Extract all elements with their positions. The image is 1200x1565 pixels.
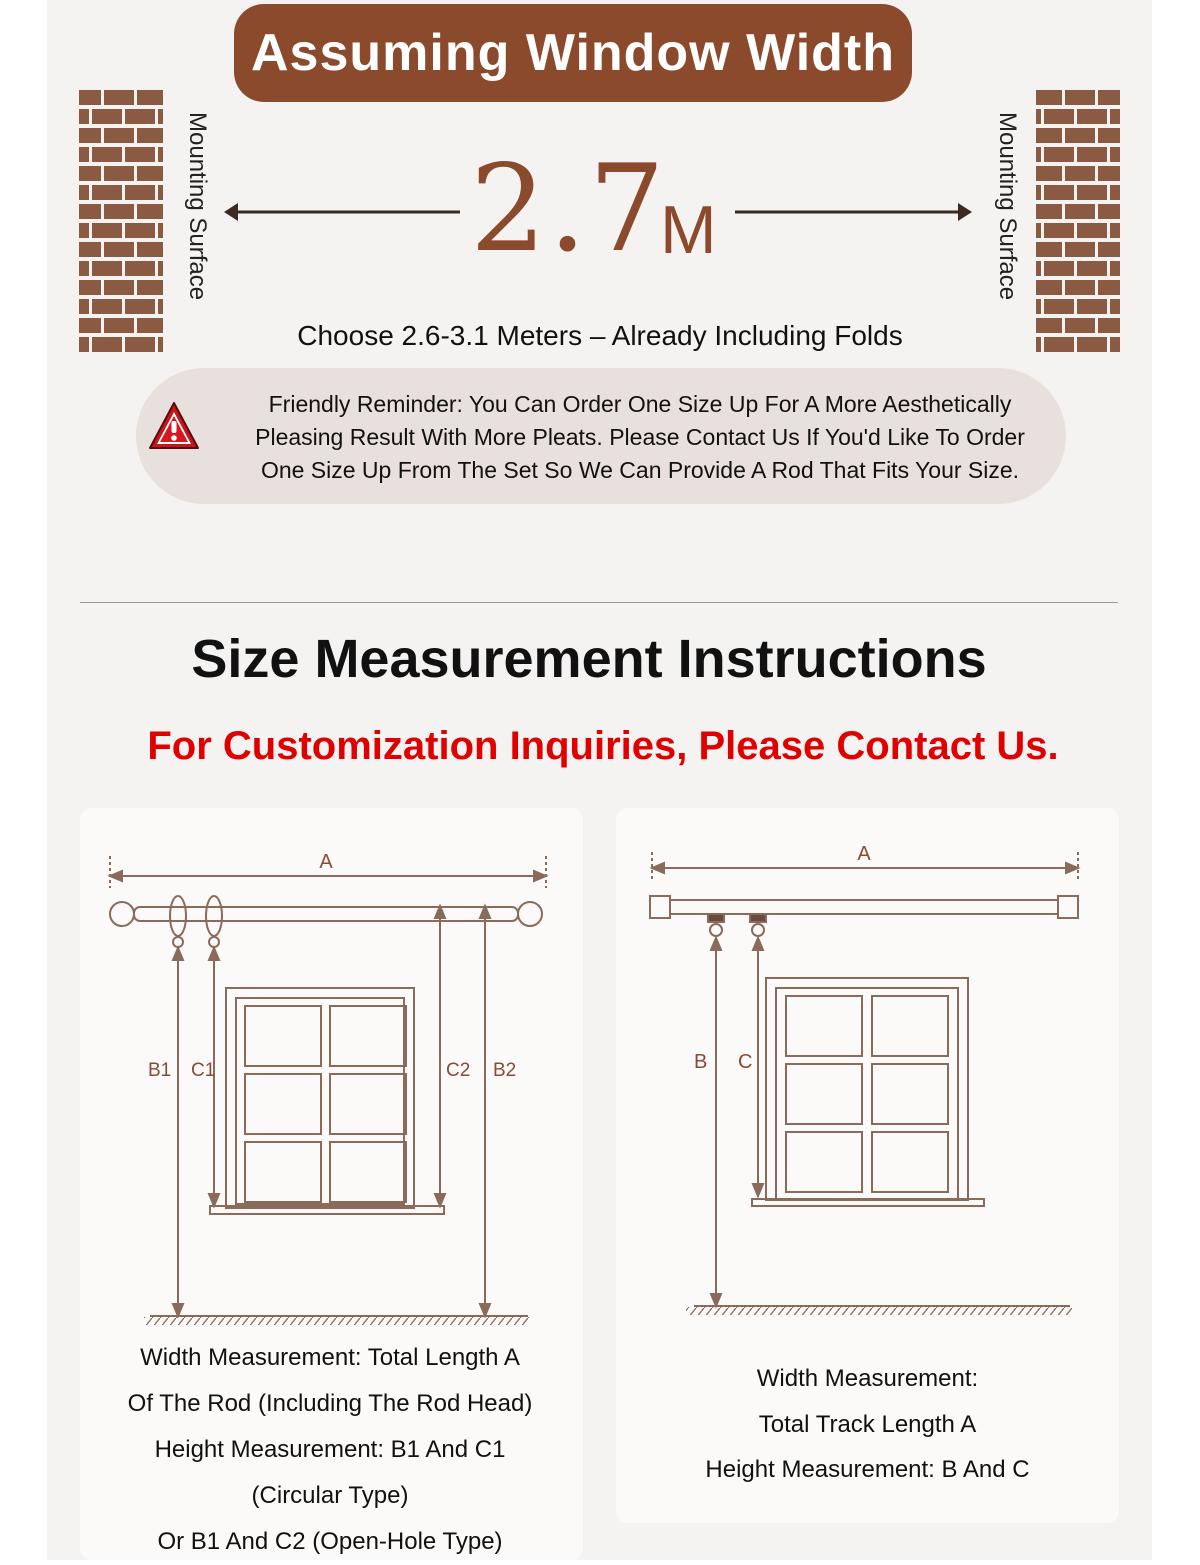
caption-line: Height Measurement: B And C [705, 1456, 1030, 1483]
section-divider [80, 602, 1118, 603]
brick-wall-right-icon [1036, 90, 1120, 358]
window-width-banner [234, 4, 912, 102]
caption-line: Width Measurement: Total Length A [140, 1344, 520, 1371]
label-c: C [738, 1051, 753, 1073]
width-unit: M [660, 192, 717, 268]
caption-line: Or B1 And C2 (Open-Hole Type) [157, 1528, 503, 1555]
caption-line: (Circular Type) [251, 1482, 409, 1509]
reminder-text [200, 388, 1080, 487]
label-b1: B1 [148, 1060, 172, 1081]
caption-line: Of The Rod (Including The Rod Head) [127, 1390, 533, 1417]
label-c2: C2 [446, 1060, 471, 1081]
mounting-surface-left-label: Mounting Surface [184, 112, 211, 301]
reminder-line: Friendly Reminder: You Can Order One Size Up For A More Aesthetically [268, 391, 1012, 417]
reminder-line: One Size Up From The Set So We Can Provide A Rod That Fits Your Size. [260, 457, 1020, 483]
caption-line: Total Track Length A [758, 1410, 977, 1438]
mounting-surface-right-label: Mounting Surface [994, 112, 1021, 301]
rod-caption [80, 1335, 580, 1565]
customization-notice: For Customization Inquiries, Please Contact Us. [147, 724, 1059, 768]
track-caption [616, 1356, 1119, 1493]
label-a: A [319, 851, 333, 873]
label-b2: B2 [493, 1060, 517, 1081]
label-b: B [694, 1051, 708, 1073]
warning-triangle-icon [148, 400, 200, 452]
caption-line: Height Measurement: B1 And C1 [154, 1436, 506, 1463]
caption-line: Width Measurement: [756, 1365, 979, 1392]
size-range-text: Choose 2.6-3.1 Meters – Already Including Folds [297, 320, 903, 351]
brick-wall-left-icon [79, 90, 163, 358]
curtain-rod-diagram [80, 808, 583, 1338]
reminder-line: Pleasing Result With More Pleats. Please Contact Us If You'd Like To Order [255, 424, 1025, 450]
instructions-title: Size Measurement Instructions [191, 629, 987, 689]
width-indicator [220, 140, 980, 279]
banner-title: Assuming Window Width [251, 24, 895, 82]
label-a: A [857, 843, 871, 865]
label-c1: C1 [191, 1060, 216, 1081]
curtain-track-diagram [616, 808, 1119, 1328]
width-value: 2.7 [470, 140, 667, 279]
